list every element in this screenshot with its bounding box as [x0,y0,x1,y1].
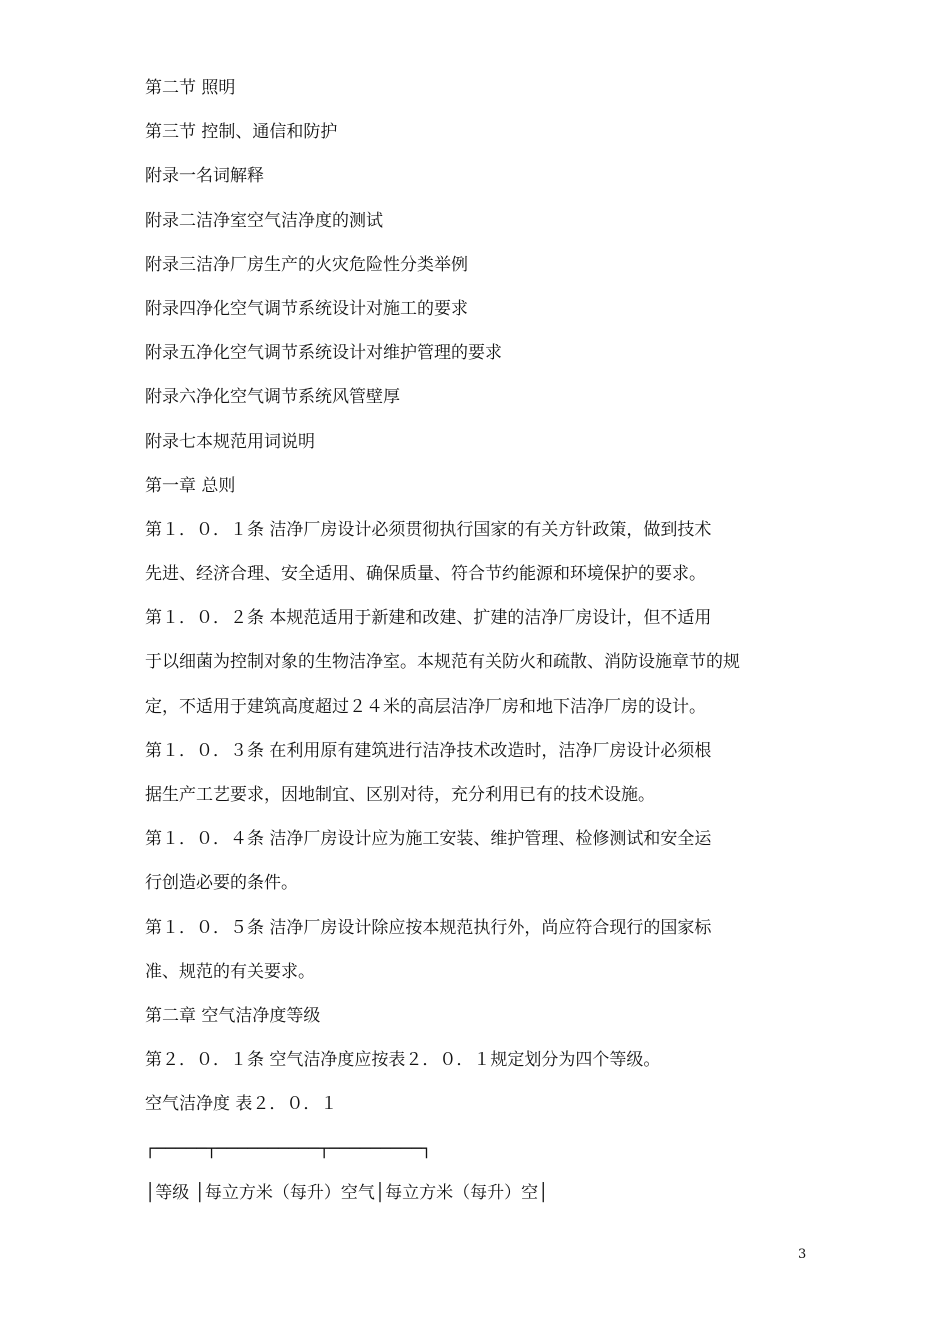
toc-line: 附录六净化空气调节系统风管壁厚 [145,387,400,408]
body-text-line: 据生产工艺要求，因地制宜、区别对待，充分利用已有的技术设施。 [145,785,655,805]
body-text-line: 定，不适用于建筑高度超过２４米的高层洁净厂房和地下洁净厂房的设计。 [145,696,706,717]
page-content [145,66,825,1215]
body-text-line: 第１．０．５条 洁净厂房设计除应按本规范执行外，尚应符合现行的国家标 [145,917,712,938]
table-border-line: ┌─────┬──────────┬─────────┐ [145,1138,432,1159]
body-text-line: 第１．０．１条 洁净厂房设计必须贯彻执行国家的有关方针政策，做到技术 [145,519,712,540]
toc-line: 附录五净化空气调节系统设计对维护管理的要求 [145,343,502,364]
toc-line: 第三节 控制、通信和防护 [145,122,338,143]
body-text-line: 第１．０．４条 洁净厂房设计应为施工安装、维护管理、检修测试和安全运 [145,829,712,850]
table-caption: 空气洁净度 表２．０．１ [145,1094,338,1115]
toc-line: 附录二洁净室空气洁净度的测试 [145,210,383,231]
body-text-line: 第２．０．１条 空气洁净度应按表２．０．１规定划分为四个等级。 [145,1050,661,1071]
chapter-heading: 第一章 总则 [145,475,236,496]
body-text-line: 准、规范的有关要求。 [145,961,315,982]
toc-line: 第二节 照明 [145,78,236,98]
body-text-line: 第１．０．３条 在利用原有建筑进行洁净技术改造时，洁净厂房设计必须根 [145,740,712,761]
chapter-heading: 第二章 空气洁净度等级 [145,1005,321,1026]
body-text-line: 于以细菌为控制对象的生物洁净室。本规范有关防火和疏散、消防设施章节的规 [145,652,740,673]
toc-line: 附录七本规范用词说明 [145,431,315,452]
table-header-row: │等级 │每立方米（每升）空气│每立方米（每升）空│ [145,1182,549,1203]
page-number: 3 [798,1247,807,1262]
toc-line: 附录四净化空气调节系统设计对施工的要求 [145,298,468,319]
body-text-line: 第１．０．２条 本规范适用于新建和改建、扩建的洁净厂房设计，但不适用 [145,608,712,629]
toc-line: 附录一名词解释 [145,166,264,187]
body-text-line: 先进、经济合理、安全适用、确保质量、符合节约能源和环境保护的要求。 [145,564,706,585]
toc-line: 附录三洁净厂房生产的火灾危险性分类举例 [145,254,468,275]
body-text-line: 行创造必要的条件。 [145,873,298,894]
